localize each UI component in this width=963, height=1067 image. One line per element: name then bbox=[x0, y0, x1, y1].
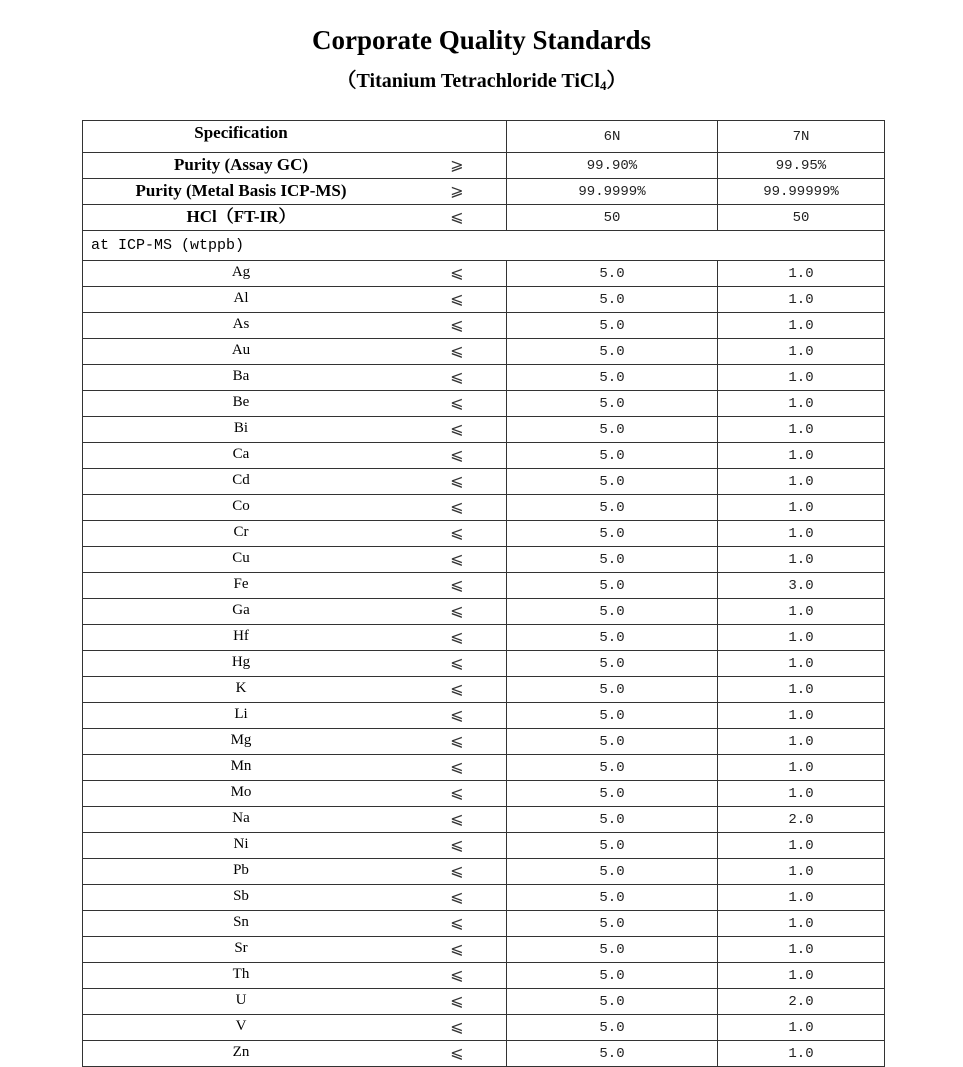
value-7n-cell bbox=[718, 261, 885, 287]
value-7n: 1.0 bbox=[788, 786, 814, 802]
comparison-operator: ⩽ bbox=[450, 207, 464, 226]
value-7n: 1.0 bbox=[788, 890, 814, 906]
value-6n: 5.0 bbox=[599, 734, 625, 750]
spec-name: Cr bbox=[233, 524, 249, 540]
element-row bbox=[83, 521, 885, 547]
section-label: at ICP-MS (wtppb) bbox=[83, 231, 885, 261]
spec-name: Sn bbox=[233, 914, 249, 930]
comparison-operator: ⩽ bbox=[450, 887, 464, 906]
comparison-operator: ⩽ bbox=[450, 731, 464, 750]
value-6n-cell bbox=[507, 1041, 718, 1067]
value-7n: 1.0 bbox=[788, 838, 814, 854]
value-7n: 1.0 bbox=[788, 682, 814, 698]
spec-name-cell bbox=[83, 1015, 507, 1041]
value-7n: 2.0 bbox=[788, 994, 814, 1010]
value-7n: 1.0 bbox=[788, 474, 814, 490]
value-6n: 5.0 bbox=[599, 916, 625, 932]
value-6n: 5.0 bbox=[599, 344, 625, 360]
value-7n: 1.0 bbox=[788, 760, 814, 776]
spec-name: Cu bbox=[232, 550, 250, 566]
element-row bbox=[83, 495, 885, 521]
value-7n: 3.0 bbox=[788, 578, 814, 594]
comparison-operator: ⩽ bbox=[450, 367, 464, 386]
spec-name: Purity (Assay GC) bbox=[173, 155, 309, 174]
value-6n-cell bbox=[507, 703, 718, 729]
value-7n: 1.0 bbox=[788, 448, 814, 464]
value-6n: 5.0 bbox=[599, 396, 625, 412]
value-6n: 5.0 bbox=[599, 786, 625, 802]
element-row bbox=[83, 963, 885, 989]
value-7n: 1.0 bbox=[788, 708, 814, 724]
header-specification-cell bbox=[83, 121, 507, 153]
value-7n: 1.0 bbox=[788, 344, 814, 360]
comparison-operator: ⩽ bbox=[450, 757, 464, 776]
element-row bbox=[83, 365, 885, 391]
element-row bbox=[83, 677, 885, 703]
spec-name: Fe bbox=[233, 576, 249, 592]
value-6n: 5.0 bbox=[599, 422, 625, 438]
value-6n: 5.0 bbox=[599, 760, 625, 776]
header-grade-label: 6N bbox=[603, 129, 621, 145]
spec-name: V bbox=[235, 1018, 247, 1034]
value-7n-cell bbox=[718, 443, 885, 469]
general-spec-row bbox=[83, 179, 885, 205]
value-7n-cell bbox=[718, 755, 885, 781]
value-6n-cell bbox=[507, 781, 718, 807]
value-7n-cell bbox=[718, 807, 885, 833]
value-7n-cell bbox=[718, 179, 885, 205]
value-6n-cell bbox=[507, 625, 718, 651]
value-7n: 1.0 bbox=[788, 396, 814, 412]
value-6n: 5.0 bbox=[599, 994, 625, 1010]
value-7n-cell bbox=[718, 729, 885, 755]
spec-name-cell bbox=[83, 205, 507, 231]
comparison-operator: ⩽ bbox=[450, 393, 464, 412]
spec-name: Au bbox=[231, 342, 251, 358]
spec-name-cell bbox=[83, 885, 507, 911]
value-6n-cell bbox=[507, 677, 718, 703]
value-7n: 1.0 bbox=[788, 968, 814, 984]
value-7n: 1.0 bbox=[788, 630, 814, 646]
value-6n: 5.0 bbox=[599, 370, 625, 386]
value-7n-cell bbox=[718, 287, 885, 313]
value-7n: 50 bbox=[792, 210, 810, 226]
spec-name: Th bbox=[232, 966, 250, 982]
value-6n-cell bbox=[507, 261, 718, 287]
comparison-operator: ⩽ bbox=[450, 575, 464, 594]
spec-name-cell bbox=[83, 469, 507, 495]
value-7n: 1.0 bbox=[788, 1046, 814, 1062]
comparison-operator: ⩽ bbox=[450, 939, 464, 958]
value-6n-cell bbox=[507, 599, 718, 625]
element-row bbox=[83, 625, 885, 651]
value-7n: 1.0 bbox=[788, 526, 814, 542]
element-row bbox=[83, 599, 885, 625]
value-7n-cell bbox=[718, 651, 885, 677]
spec-name-cell bbox=[83, 729, 507, 755]
value-7n-cell bbox=[718, 625, 885, 651]
element-row bbox=[83, 261, 885, 287]
value-6n-cell bbox=[507, 989, 718, 1015]
value-7n-cell bbox=[718, 313, 885, 339]
value-7n: 1.0 bbox=[788, 552, 814, 568]
spec-name-cell bbox=[83, 807, 507, 833]
value-7n-cell bbox=[718, 205, 885, 231]
value-6n-cell bbox=[507, 911, 718, 937]
comparison-operator: ⩽ bbox=[450, 289, 464, 308]
value-6n-cell bbox=[507, 417, 718, 443]
value-7n: 99.95% bbox=[775, 158, 827, 174]
spec-name-cell bbox=[83, 703, 507, 729]
spec-name: HCl（FT-IR） bbox=[186, 207, 296, 226]
header-grade-label: 7N bbox=[792, 129, 810, 145]
value-7n-cell bbox=[718, 547, 885, 573]
comparison-operator: ⩽ bbox=[450, 341, 464, 360]
comparison-operator: ⩽ bbox=[450, 1017, 464, 1036]
value-7n-cell bbox=[718, 495, 885, 521]
element-row bbox=[83, 651, 885, 677]
value-6n-cell bbox=[507, 495, 718, 521]
value-6n: 5.0 bbox=[599, 1020, 625, 1036]
element-row bbox=[83, 781, 885, 807]
value-7n-cell bbox=[718, 781, 885, 807]
element-row bbox=[83, 911, 885, 937]
value-6n-cell bbox=[507, 755, 718, 781]
value-7n-cell bbox=[718, 365, 885, 391]
value-7n: 2.0 bbox=[788, 812, 814, 828]
spec-name-cell bbox=[83, 417, 507, 443]
value-6n: 5.0 bbox=[599, 448, 625, 464]
comparison-operator: ⩾ bbox=[450, 155, 464, 174]
value-6n: 99.90% bbox=[586, 158, 638, 174]
comparison-operator: ⩽ bbox=[450, 965, 464, 984]
value-6n-cell bbox=[507, 547, 718, 573]
element-row bbox=[83, 573, 885, 599]
element-row bbox=[83, 547, 885, 573]
element-row bbox=[83, 287, 885, 313]
comparison-operator: ⩽ bbox=[450, 1043, 464, 1062]
element-row bbox=[83, 417, 885, 443]
value-6n-cell bbox=[507, 313, 718, 339]
element-row bbox=[83, 339, 885, 365]
comparison-operator: ⩽ bbox=[450, 809, 464, 828]
value-6n: 5.0 bbox=[599, 604, 625, 620]
section-row bbox=[83, 231, 885, 261]
spec-name-cell bbox=[83, 781, 507, 807]
value-6n-cell bbox=[507, 205, 718, 231]
value-6n: 5.0 bbox=[599, 656, 625, 672]
value-6n-cell bbox=[507, 963, 718, 989]
comparison-operator: ⩽ bbox=[450, 445, 464, 464]
value-6n-cell bbox=[507, 859, 718, 885]
value-6n-cell bbox=[507, 651, 718, 677]
subtitle-subscript: 4 bbox=[599, 78, 607, 93]
comparison-operator: ⩽ bbox=[450, 549, 464, 568]
value-6n: 5.0 bbox=[599, 838, 625, 854]
spec-name-cell bbox=[83, 179, 507, 205]
element-row bbox=[83, 807, 885, 833]
value-6n: 5.0 bbox=[599, 526, 625, 542]
element-row bbox=[83, 1041, 885, 1067]
comparison-operator: ⩽ bbox=[450, 913, 464, 932]
value-7n-cell bbox=[718, 573, 885, 599]
general-spec-row bbox=[83, 205, 885, 231]
spec-name: Pb bbox=[233, 862, 249, 878]
comparison-operator: ⩽ bbox=[450, 835, 464, 854]
spec-name: Hg bbox=[231, 654, 251, 670]
value-6n: 5.0 bbox=[599, 682, 625, 698]
value-6n-cell bbox=[507, 521, 718, 547]
spec-name-cell bbox=[83, 755, 507, 781]
value-6n-cell bbox=[507, 443, 718, 469]
element-row bbox=[83, 391, 885, 417]
value-6n: 5.0 bbox=[599, 708, 625, 724]
subtitle-text: （Titanium Tetrachloride TiCl bbox=[336, 70, 600, 92]
value-7n-cell bbox=[718, 391, 885, 417]
spec-name-cell bbox=[83, 391, 507, 417]
value-6n-cell bbox=[507, 833, 718, 859]
spec-name: Ca bbox=[232, 446, 250, 462]
spec-name: Purity (Metal Basis ICP-MS) bbox=[135, 181, 347, 200]
spec-name-cell bbox=[83, 287, 507, 313]
comparison-operator: ⩽ bbox=[450, 783, 464, 802]
value-6n-cell bbox=[507, 365, 718, 391]
element-row bbox=[83, 885, 885, 911]
value-7n: 1.0 bbox=[788, 604, 814, 620]
value-6n-cell bbox=[507, 179, 718, 205]
element-row bbox=[83, 937, 885, 963]
value-6n: 5.0 bbox=[599, 474, 625, 490]
value-6n: 5.0 bbox=[599, 864, 625, 880]
value-6n: 5.0 bbox=[599, 266, 625, 282]
spec-name-cell bbox=[83, 261, 507, 287]
value-7n-cell bbox=[718, 153, 885, 179]
value-7n: 1.0 bbox=[788, 864, 814, 880]
element-row bbox=[83, 859, 885, 885]
spec-name-cell bbox=[83, 599, 507, 625]
value-6n: 5.0 bbox=[599, 630, 625, 646]
element-row bbox=[83, 469, 885, 495]
value-6n-cell bbox=[507, 339, 718, 365]
spec-name-cell bbox=[83, 495, 507, 521]
value-7n: 1.0 bbox=[788, 734, 814, 750]
spec-name-cell bbox=[83, 937, 507, 963]
spec-name: Co bbox=[232, 498, 250, 514]
spec-name: Ba bbox=[232, 368, 250, 384]
value-7n-cell bbox=[718, 859, 885, 885]
comparison-operator: ⩽ bbox=[450, 471, 464, 490]
value-6n: 5.0 bbox=[599, 812, 625, 828]
value-6n: 5.0 bbox=[599, 500, 625, 516]
value-7n-cell bbox=[718, 1015, 885, 1041]
value-7n: 1.0 bbox=[788, 370, 814, 386]
value-6n-cell bbox=[507, 469, 718, 495]
spec-name: Zn bbox=[232, 1044, 250, 1060]
spec-name: Mg bbox=[230, 732, 252, 748]
spec-name-cell bbox=[83, 547, 507, 573]
header-grade-7n bbox=[718, 121, 885, 153]
element-row bbox=[83, 729, 885, 755]
spec-name: Na bbox=[232, 810, 250, 826]
element-row bbox=[83, 1015, 885, 1041]
value-7n-cell bbox=[718, 703, 885, 729]
spec-name: Cd bbox=[232, 472, 250, 488]
value-6n-cell bbox=[507, 937, 718, 963]
comparison-operator: ⩽ bbox=[450, 627, 464, 646]
value-6n-cell bbox=[507, 573, 718, 599]
comparison-operator: ⩽ bbox=[450, 601, 464, 620]
value-6n: 5.0 bbox=[599, 292, 625, 308]
spec-name-cell bbox=[83, 339, 507, 365]
comparison-operator: ⩽ bbox=[450, 679, 464, 698]
spec-name: Mo bbox=[230, 784, 252, 800]
page-title: Corporate Quality Standards bbox=[311, 25, 652, 55]
value-7n-cell bbox=[718, 417, 885, 443]
spec-name-cell bbox=[83, 1041, 507, 1067]
comparison-operator: ⩽ bbox=[450, 523, 464, 542]
value-6n: 5.0 bbox=[599, 890, 625, 906]
spec-name: Hf bbox=[233, 628, 249, 644]
value-7n-cell bbox=[718, 963, 885, 989]
table-header-row bbox=[83, 121, 885, 153]
spec-name-cell bbox=[83, 521, 507, 547]
spec-name: Ga bbox=[232, 602, 250, 618]
value-7n-cell bbox=[718, 1041, 885, 1067]
spec-name: U bbox=[235, 992, 247, 1008]
general-spec-row bbox=[83, 153, 885, 179]
value-6n: 5.0 bbox=[599, 318, 625, 334]
value-7n: 99.99999% bbox=[763, 184, 839, 200]
spec-name: K bbox=[235, 680, 247, 696]
spec-name: Be bbox=[232, 394, 250, 410]
value-7n: 1.0 bbox=[788, 942, 814, 958]
value-6n-cell bbox=[507, 1015, 718, 1041]
spec-name-cell bbox=[83, 443, 507, 469]
spec-name: Ni bbox=[233, 836, 249, 852]
spec-table bbox=[82, 120, 885, 1067]
value-7n: 1.0 bbox=[788, 292, 814, 308]
spec-name-cell bbox=[83, 573, 507, 599]
spec-name-cell bbox=[83, 833, 507, 859]
spec-name-cell bbox=[83, 651, 507, 677]
comparison-operator: ⩽ bbox=[450, 263, 464, 282]
comparison-operator: ⩽ bbox=[450, 419, 464, 438]
spec-name-cell bbox=[83, 989, 507, 1015]
spec-name-cell bbox=[83, 365, 507, 391]
element-row bbox=[83, 989, 885, 1015]
value-7n-cell bbox=[718, 599, 885, 625]
value-6n-cell bbox=[507, 287, 718, 313]
spec-name-cell bbox=[83, 625, 507, 651]
header-specification: Specification bbox=[194, 123, 288, 142]
value-6n: 50 bbox=[603, 210, 621, 226]
value-6n: 5.0 bbox=[599, 1046, 625, 1062]
spec-name: Al bbox=[233, 290, 249, 306]
value-6n: 5.0 bbox=[599, 942, 625, 958]
value-7n: 1.0 bbox=[788, 500, 814, 516]
value-7n-cell bbox=[718, 469, 885, 495]
spec-name-cell bbox=[83, 911, 507, 937]
spec-name: Li bbox=[234, 706, 248, 722]
value-7n-cell bbox=[718, 989, 885, 1015]
value-6n-cell bbox=[507, 885, 718, 911]
spec-name-cell bbox=[83, 963, 507, 989]
value-6n-cell bbox=[507, 807, 718, 833]
value-7n-cell bbox=[718, 885, 885, 911]
page-subtitle bbox=[0, 66, 963, 96]
value-7n: 1.0 bbox=[788, 266, 814, 282]
value-6n: 99.9999% bbox=[578, 184, 646, 200]
value-7n: 1.0 bbox=[788, 916, 814, 932]
comparison-operator: ⩽ bbox=[450, 315, 464, 334]
value-6n-cell bbox=[507, 729, 718, 755]
spec-name: Sr bbox=[234, 940, 248, 956]
spec-name: Sb bbox=[233, 888, 249, 904]
value-6n-cell bbox=[507, 153, 718, 179]
value-7n-cell bbox=[718, 339, 885, 365]
spec-name: Bi bbox=[233, 420, 249, 436]
value-7n: 1.0 bbox=[788, 1020, 814, 1036]
spec-name-cell bbox=[83, 677, 507, 703]
comparison-operator: ⩽ bbox=[450, 497, 464, 516]
spec-name-cell bbox=[83, 313, 507, 339]
spec-name-cell bbox=[83, 859, 507, 885]
value-7n: 1.0 bbox=[788, 656, 814, 672]
value-6n-cell bbox=[507, 391, 718, 417]
spec-name: Ag bbox=[231, 264, 251, 280]
value-7n-cell bbox=[718, 521, 885, 547]
element-row bbox=[83, 443, 885, 469]
value-7n: 1.0 bbox=[788, 318, 814, 334]
value-6n: 5.0 bbox=[599, 578, 625, 594]
comparison-operator: ⩾ bbox=[450, 181, 464, 200]
comparison-operator: ⩽ bbox=[450, 991, 464, 1010]
spec-name: Mn bbox=[230, 758, 252, 774]
value-7n-cell bbox=[718, 677, 885, 703]
value-6n: 5.0 bbox=[599, 552, 625, 568]
element-row bbox=[83, 755, 885, 781]
element-row bbox=[83, 313, 885, 339]
spec-name: As bbox=[232, 316, 250, 332]
subtitle-close: ） bbox=[606, 70, 627, 92]
value-7n: 1.0 bbox=[788, 422, 814, 438]
comparison-operator: ⩽ bbox=[450, 861, 464, 880]
value-7n-cell bbox=[718, 937, 885, 963]
header-grade-6n bbox=[507, 121, 718, 153]
comparison-operator: ⩽ bbox=[450, 653, 464, 672]
value-7n-cell bbox=[718, 911, 885, 937]
comparison-operator: ⩽ bbox=[450, 705, 464, 724]
spec-name-cell bbox=[83, 153, 507, 179]
element-row bbox=[83, 703, 885, 729]
value-6n: 5.0 bbox=[599, 968, 625, 984]
value-7n-cell bbox=[718, 833, 885, 859]
element-row bbox=[83, 833, 885, 859]
